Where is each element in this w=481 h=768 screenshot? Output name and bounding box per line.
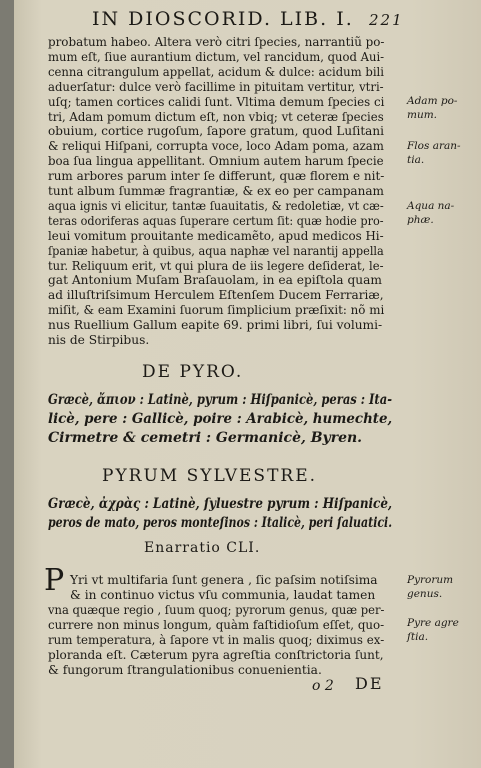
drop-cap: P xyxy=(44,563,65,598)
text-line: Yri vt multifaria ſunt genera , ſic paſsim notiſsima xyxy=(70,573,378,587)
text-line: tri, Adam pomum dictum eſt, non vbiq; vt ceteræ ſpecies xyxy=(48,109,384,124)
text-line: leui vomitum prouitante medicamẽto, apud medicos Hi- xyxy=(48,228,384,243)
margin-note: Pyrorum xyxy=(407,574,454,586)
margin-note: genus. xyxy=(407,588,443,600)
margin-note: phæ. xyxy=(407,214,434,226)
text-line: cenna citrangulum appellat, acidum & dulce: acidum bili xyxy=(48,64,384,79)
margin-note: Pyre agre xyxy=(407,617,459,629)
page-number: 221 xyxy=(369,11,404,29)
text-line: miſit, & eam Examini ſuorum ſimplicium præſixit: nõ mi xyxy=(48,303,385,318)
section-title: PYRUM SYLVESTRE. xyxy=(102,466,318,486)
book-page xyxy=(14,0,481,768)
text-line: obuium, cortice rugoſum, ſapore gratum, quod Luſitani xyxy=(48,124,384,139)
names-line: Græcè, ἀχρὰς : Latinè, ſyluestre pyrum : Hiſpanicè, xyxy=(48,496,393,512)
text-line: teras odoriferas aquas ſuperare certum ſit: quæ hodie pro- xyxy=(48,213,384,228)
margin-note: ſtia. xyxy=(407,631,429,643)
text-line: ploranda eſt. Cæterum pyra agreſtia conſtrictoria ſunt, xyxy=(48,648,384,662)
text-line: ad illuſtriſsimum Herculem Eſtenſem Ducem Ferrariæ, xyxy=(48,288,384,303)
text-line: tur. Reliquum erit, vt qui plura de iis legere deſiderat, le- xyxy=(48,258,384,273)
section-title: DE PYRO. xyxy=(142,362,244,382)
running-title: IN DIOSCORID. LIB. I. xyxy=(92,8,354,30)
text-line: nis de Stirpibus. xyxy=(48,333,150,347)
text-line: uſq; tamen cortices calidi ſunt. Vltima demum ſpecies ci xyxy=(48,94,385,109)
text-line: mum eſt, ſiue aurantium dictum, vel rancidum, quod Aui- xyxy=(48,49,385,64)
text-line: currere non minus longum, quàm faſtidioſum eſſet, quo- xyxy=(48,618,385,632)
text-line: & fungorum ſtrangulationibus conuenientia. xyxy=(48,663,322,677)
text-line: vna quæque regio , ſuum quoq; pyrorum genus, quæ per- xyxy=(48,603,385,617)
catchword: DE xyxy=(355,674,384,693)
text-line: & reliqui Hiſpani, corrupta voce, loco Adam poma, azam xyxy=(48,139,384,154)
margin-note: Adam po- xyxy=(407,95,458,107)
text-line: tunt album ſummæ fragrantiæ, & ex eo per campanam xyxy=(48,184,384,198)
text-line: nus Ruellium Gallum eapite 69. primi libri, ſui volumi- xyxy=(48,318,383,333)
text-line: rum temperatura, à ſapore vt in malis quoq; diximus ex- xyxy=(48,633,385,647)
enarratio-heading: Enarratio CLI. xyxy=(144,540,261,556)
names-line: Cirmetre & cemetri : Germanicè, Byren. xyxy=(48,430,363,446)
margin-note: Aqua na- xyxy=(407,200,455,212)
margin-note: tia. xyxy=(407,154,425,166)
margin-note: mum. xyxy=(407,109,438,121)
margin-note: Flos aran- xyxy=(407,140,461,152)
text-line: aduerſatur: dulce verò facillime in pituitam vertitur, vtri- xyxy=(48,79,384,94)
text-line: rum arbores parum inter ſe differunt, quæ florem e nit- xyxy=(48,169,385,184)
signature-mark: o 2 xyxy=(312,678,334,694)
text-line: & in continuo victus vſu communia, laudat tamen xyxy=(70,588,376,602)
text-line: ſpaniæ habetur, à quibus, aqua naphæ vel narantij appella xyxy=(48,243,384,258)
text-line: gat Antonium Muſam Braſauolam, in ea epiſtola quam xyxy=(48,273,382,288)
text-line: boa ſua lingua appellitant. Omnium autem harum ſpecie xyxy=(48,154,384,169)
text-line: aqua ignis vi elicitur, tantæ ſuauitatis, & redoletiæ, vt cæ- xyxy=(48,198,384,213)
names-line: peros de mato, peros monteſinos : Italicè, peri ſaluatici. xyxy=(48,515,393,531)
text-line: probatum habeo. Altera verò citri ſpecies, narrantiũ po- xyxy=(48,35,385,49)
names-line: licè, pere : Gallicè, poire : Arabicè, humechte, xyxy=(48,411,393,427)
names-line: Græcè, ἄπιον : Latinè, pyrum : Hiſpanicè, peras : Ita- xyxy=(48,392,393,408)
